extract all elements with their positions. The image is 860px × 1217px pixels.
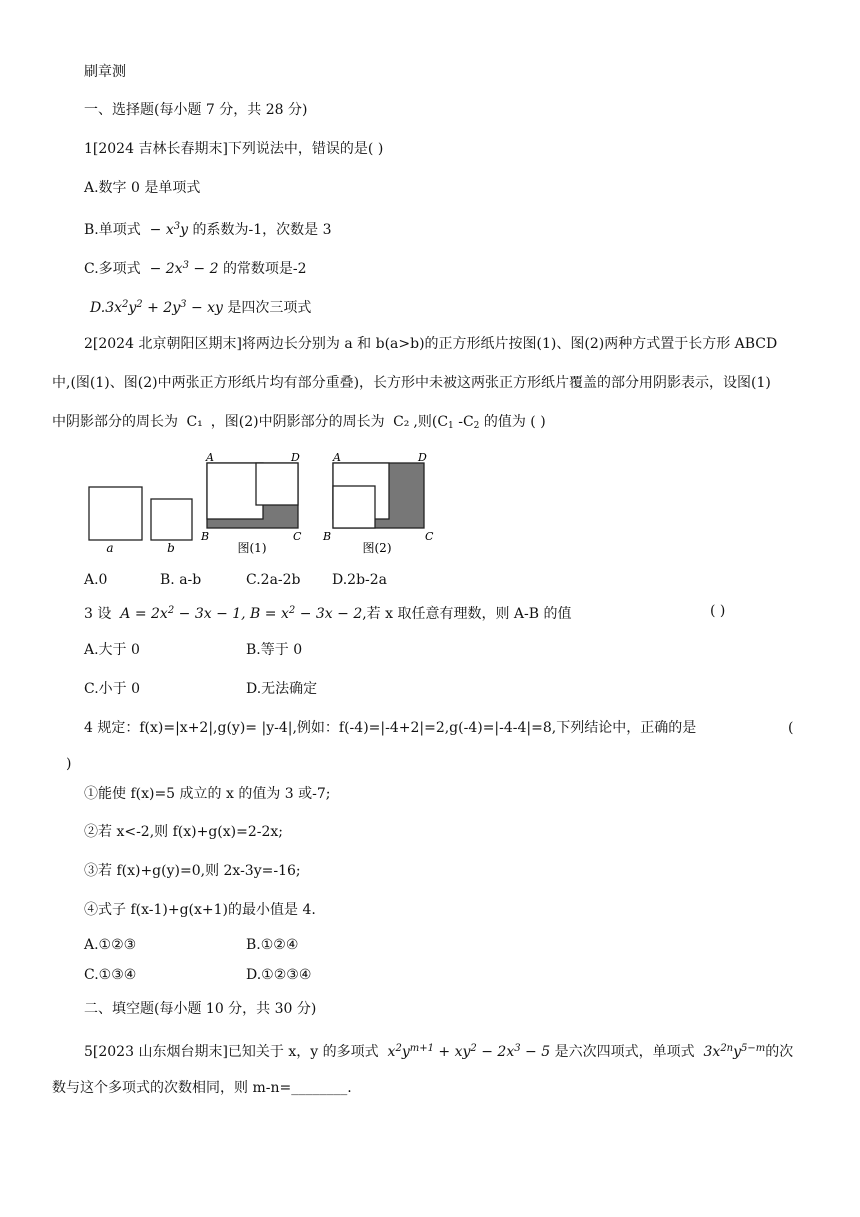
q1-option-c-post: 的常数项是-2 bbox=[222, 261, 307, 277]
q4-paren-open: ( bbox=[788, 720, 794, 736]
q2-stem-line2: 中,(图(1)、图(2)中两张正方形纸片均有部分重叠)，长方形中未被这两张正方形纸片覆盖的部分用阴影表示，设图(1) bbox=[52, 375, 771, 391]
svg-text:A: A bbox=[333, 451, 341, 464]
q2-stem-line3: 中阴影部分的周长为 C₁ ，图(2)中阴影部分的周长为 C₂ ,则($C_1$ $-C_2$ 的值为 ( ) bbox=[52, 414, 546, 431]
q4-stem: 4 规定：f(x)=|x+2|,g(y)= |y-4|,例如：f(-4)=|-4+2|=2,g(-4)=|-4-4|=8,下列结论中，正确的是 bbox=[84, 720, 697, 736]
q3-stem: 3 设 $A = 2x^2 - 3x - 1$, $B = x^2 - 3x - 2$,若 x 取任意有理数，则 A-B 的值 bbox=[84, 605, 572, 622]
q5-polynomial: $x^2y^{m+1} + xy^2 - 2x^3 - 5$ bbox=[383, 1043, 555, 1060]
q2-figure bbox=[80, 448, 440, 558]
q4-option-b: B.①②④ bbox=[246, 937, 299, 953]
page-header: 刷章测 bbox=[84, 64, 126, 80]
q1-option-c bbox=[84, 256, 307, 279]
svg-text:C: C bbox=[293, 530, 302, 543]
q2-option-b: B. a-b bbox=[160, 572, 202, 588]
q1-option-c-pre: C.多项式 bbox=[84, 261, 141, 277]
q3-option-d: D.无法确定 bbox=[246, 681, 318, 697]
q5-monomial: $3x^{2n}y^{5-m}$ bbox=[699, 1043, 766, 1060]
q1-option-c-math: − $2x^3 - 2$ bbox=[145, 260, 219, 277]
q3-option-a: A.大于 0 bbox=[84, 642, 140, 658]
q3-answer-paren: ( ) bbox=[710, 603, 726, 619]
q2-stem-line1: 2[2024 北京朝阳区期末]将两边长分别为 a 和 b(a>b)的正方形纸片按图(1)、图(2)两种方式置于长方形 ABCD bbox=[84, 336, 778, 352]
fig1-square-a bbox=[207, 463, 263, 519]
q4-statement-4: ④式子 f(x-1)+g(x+1)的最小值是 4. bbox=[84, 902, 316, 918]
q5-stem-line2: 数与这个多项式的次数相同，则 m-n=________. bbox=[52, 1080, 352, 1096]
q5-stem-line1: 5[2023 山东烟台期末]已知关于 x，y 的多项式 $x^2y^{m+1} + xy^2 - 2x^3 - 5$ 是六次四项式，单项式 $3x^{2n}y^{5-m}$的次 bbox=[84, 1043, 794, 1060]
svg-text:B: B bbox=[323, 530, 332, 543]
fig1-caption: 图(1) bbox=[237, 541, 267, 555]
q2-c1: C₁ bbox=[186, 414, 203, 430]
q1-option-b-pre: B.单项式 bbox=[84, 222, 141, 238]
q4-option-c: C.①③④ bbox=[84, 967, 137, 983]
q1-option-d bbox=[90, 295, 311, 318]
section-fill-title: 二、填空题(每小题 10 分，共 30 分) bbox=[84, 1001, 317, 1017]
fig2-caption: 图(2) bbox=[362, 541, 392, 555]
q1-option-d-pre: D. bbox=[90, 300, 106, 316]
square-b bbox=[151, 499, 192, 540]
q4-statement-1: ①能使 f(x)=5 成立的 x 的值为 3 或-7; bbox=[84, 786, 331, 802]
q4-statement-2: ②若 x<-2,则 f(x)+g(x)=2-2x; bbox=[84, 824, 284, 840]
q4-option-d: D.①②③④ bbox=[246, 967, 312, 983]
label-a: a bbox=[106, 541, 114, 555]
svg-text:B: B bbox=[201, 530, 210, 543]
q1-option-d-math: $3x^2y^2 + 2y^3$ − xy bbox=[105, 299, 223, 316]
q1-option-b-math: − $x^3y$ bbox=[145, 221, 189, 238]
q1-option-a: A.数字 0 是单项式 bbox=[84, 180, 201, 196]
q2-option-a: A.0 bbox=[84, 572, 108, 588]
svg-text:C: C bbox=[425, 530, 434, 543]
svg-text:D: D bbox=[418, 451, 427, 464]
svg-text:A: A bbox=[206, 451, 214, 464]
q1-stem: 1[2024 吉林长春期末]下列说法中，错误的是( ) bbox=[84, 141, 384, 157]
section-choice-title: 一、选择题(每小题 7 分，共 28 分) bbox=[84, 102, 308, 118]
q1-option-d-post: 是四次三项式 bbox=[227, 300, 312, 316]
q2-option-d: D.2b-2a bbox=[332, 572, 388, 588]
q4-paren-close: ) bbox=[66, 756, 72, 772]
label-b: b bbox=[167, 541, 175, 555]
q1-option-b bbox=[84, 217, 331, 240]
q2-c2: C₂ bbox=[393, 414, 410, 430]
fig2-square-b bbox=[333, 486, 375, 528]
q4-statement-3: ③若 f(x)+g(y)=0,则 2x-3y=-16; bbox=[84, 863, 301, 879]
svg-text:D: D bbox=[291, 451, 300, 464]
q3-option-c: C.小于 0 bbox=[84, 681, 141, 697]
square-a bbox=[89, 487, 142, 540]
q2-option-c: C.2a-2b bbox=[246, 572, 301, 588]
q3-option-b: B.等于 0 bbox=[246, 642, 303, 658]
fig1-square-b bbox=[256, 463, 298, 505]
q1-option-b-post: 的系数为-1，次数是 3 bbox=[192, 222, 332, 238]
q3-math: $A = 2x^2 - 3x - 1$, $B = x^2 - 3x - 2$ bbox=[115, 605, 363, 622]
q4-option-a: A.①②③ bbox=[84, 937, 137, 953]
